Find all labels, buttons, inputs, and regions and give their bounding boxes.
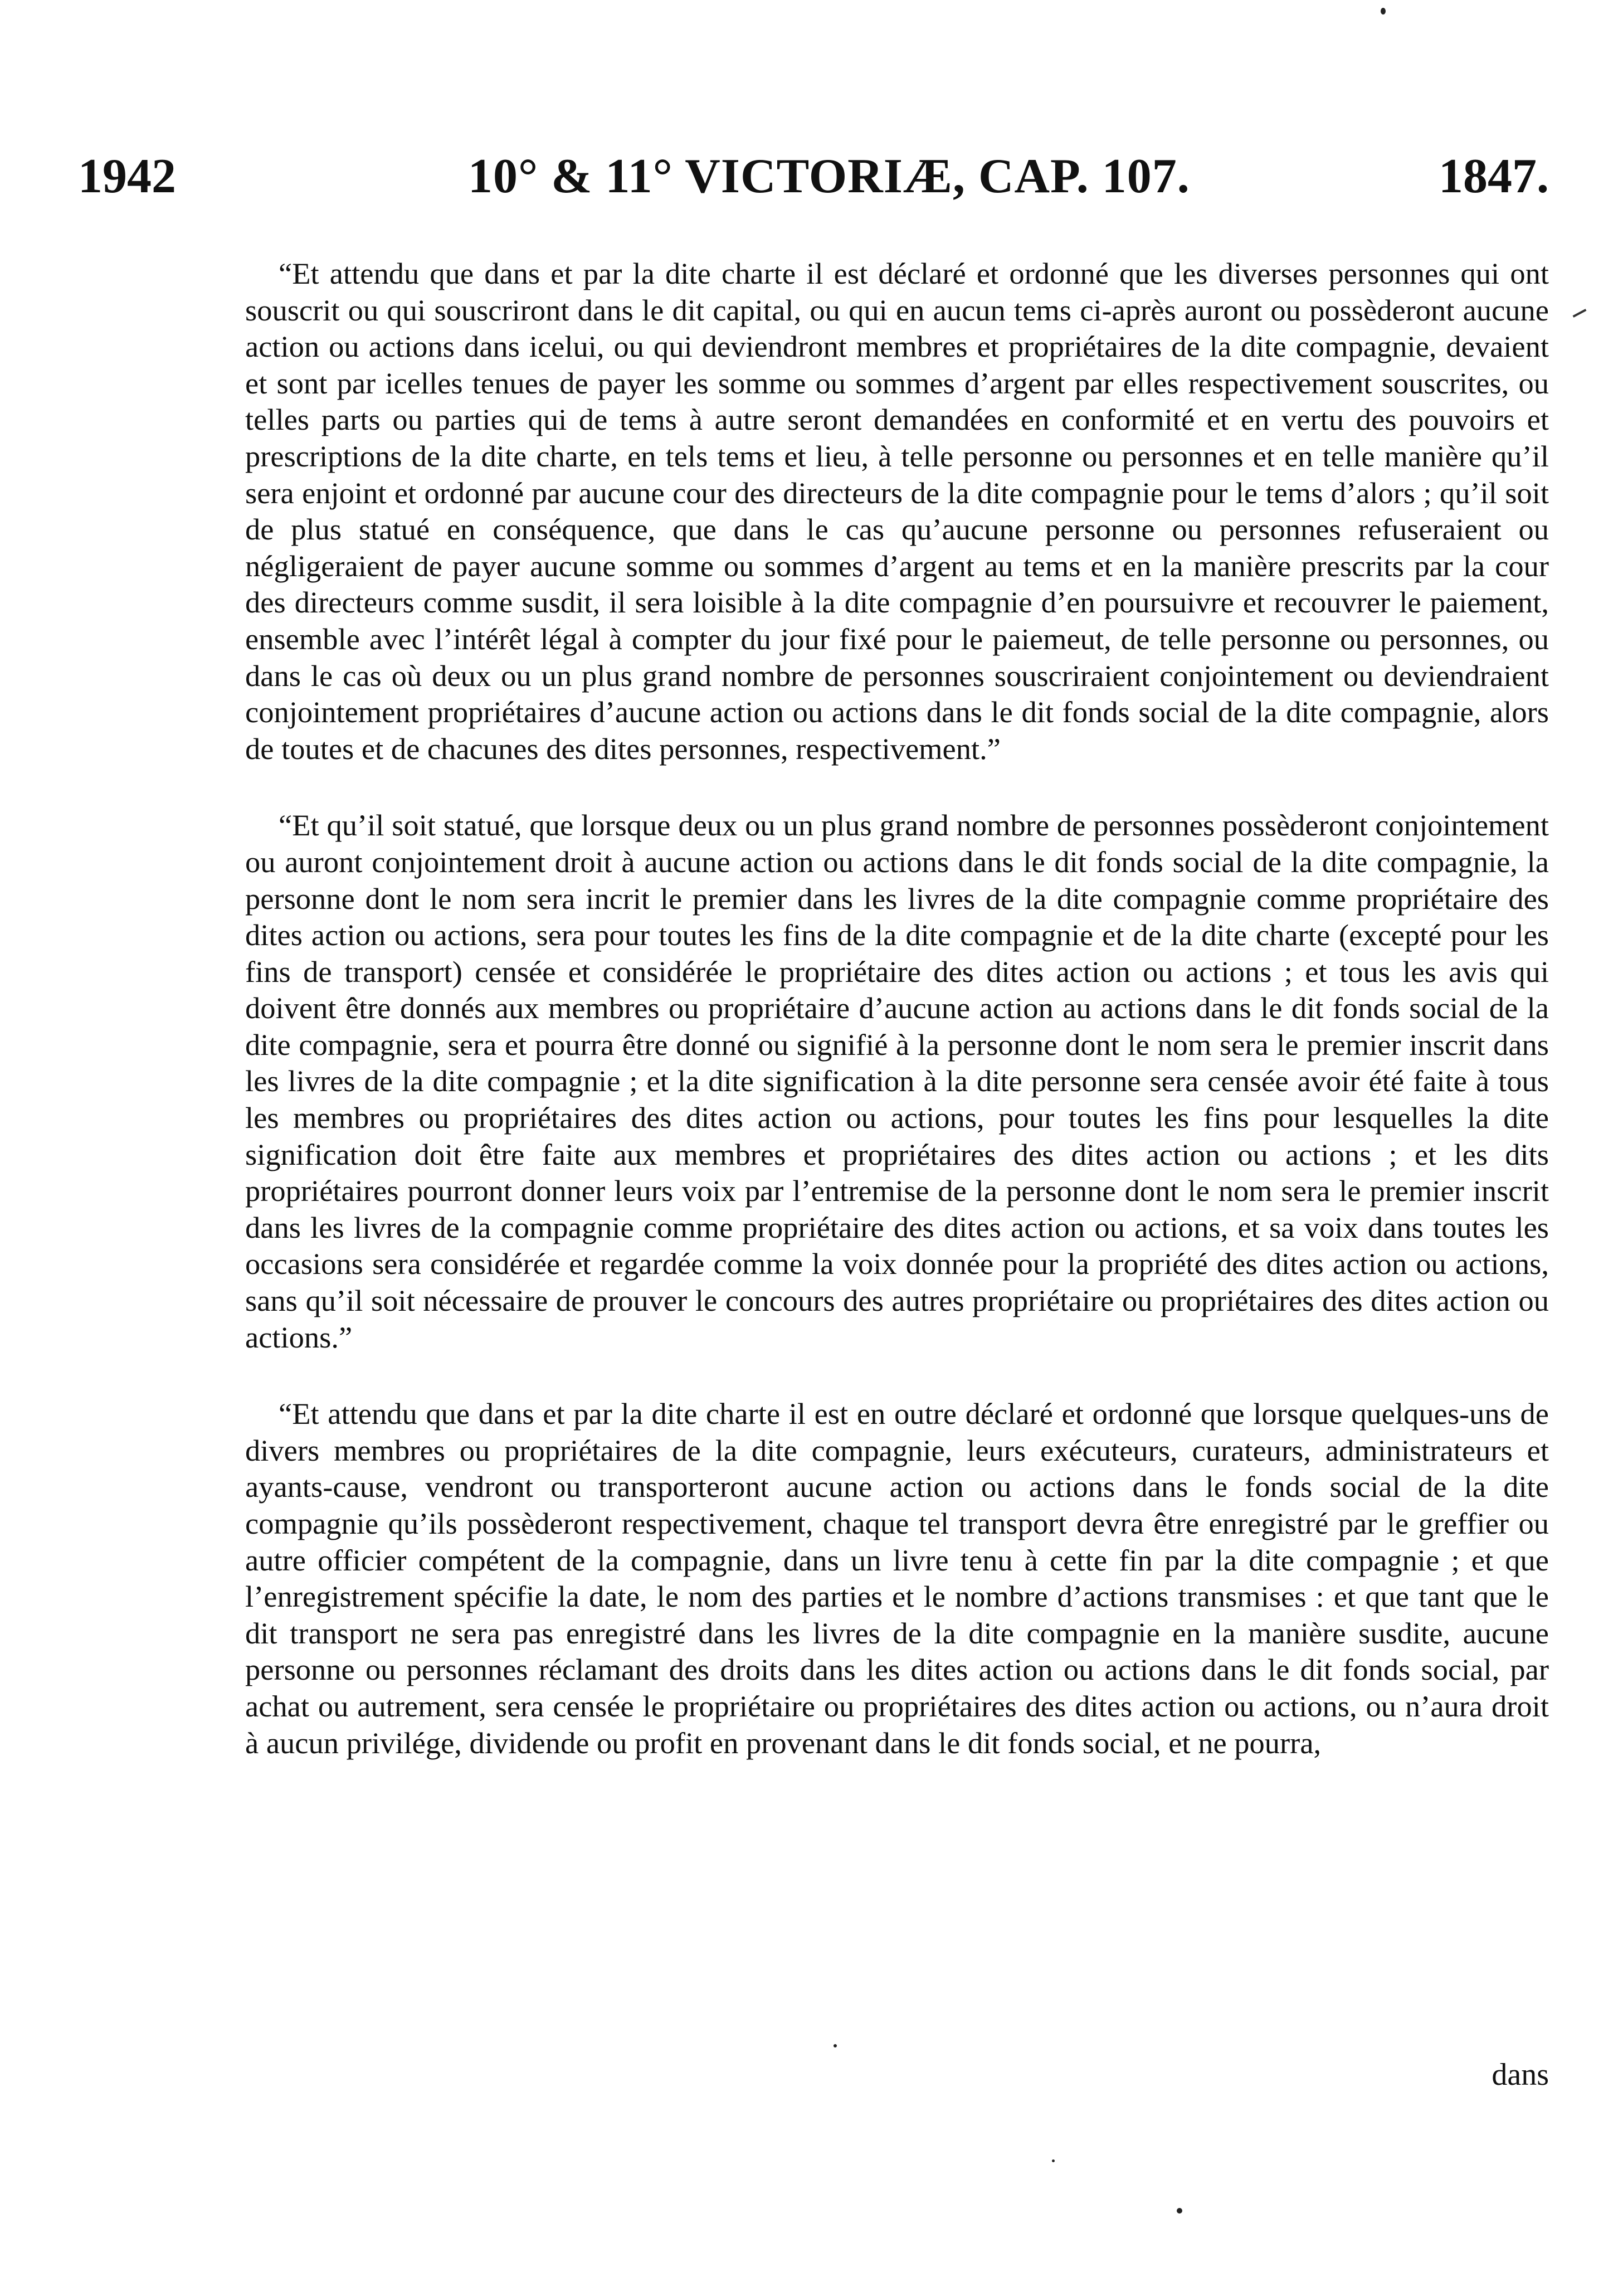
print-speck bbox=[1381, 8, 1386, 14]
header-year: 1847. bbox=[1439, 149, 1549, 203]
print-speck bbox=[1177, 2208, 1182, 2214]
margin-mark bbox=[1573, 309, 1587, 318]
page-number: 1942 bbox=[78, 149, 176, 203]
paragraph: “Et attendu que dans et par la dite charte il est déclaré et ordonné que les diverses personnes qui ont souscrit ou qui souscriront dans le dit capital, ou qui en aucun tems ci-après auront ou possèderont aucune action ou actions dans icelui, ou qui deviendront membres et propriétaires de la dite compagnie, devaient et sont par icelles tenues de payer les somme ou sommes d’argent par elles respectivement souscrites, ou telles parts ou parties qui de tems à autre seront demandées en conformité et en vertu des pouvoirs et prescriptions de la dite charte, en tels tems et lieu, à telle personne ou personnes et en telle manière qu’il sera enjoint et ordonné par aucune cour des directeurs de la dite compagnie pour le tems d’alors ; qu’il soit de plus statué en conséquence, que dans le cas qu’aucune personne ou personnes refuseraient ou négligeraient de payer aucune somme ou sommes d’argent au tems et en la manière prescrits par la cour des directeurs comme susdit, il sera loisible à la dite compagnie d’en poursuivre et recouvrer le paiement, ensemble avec l’intérêt légal à compter du jour fixé pour le paiemeut, de telle personne ou personnes, ou dans le cas où deux ou un plus grand nombre de personnes souscriraient conjointement ou deviendraient conjointement propriétaires d’aucune action ou actions dans le dit fonds social de la dite compagnie, alors de toutes et de chacunes des dites personnes, respectivement.” bbox=[245, 256, 1549, 766]
paragraph: “Et attendu que dans et par la dite charte il est en outre déclaré et ordonné que lorsque quelques-uns de divers membres ou propriétaires de la dite compagnie, leurs exécuteurs, curateurs, administrateurs et ayants-cause, vendront ou transporteront aucune action ou actions dans le fonds social de la dite compagnie qu’ils possèderont respectivement, chaque tel transport devra être enregistré par le greffier ou autre officier compétent de la compagnie, dans un livre tenu à cette fin par la dite compagnie ; et que l’enregistrement spécifie la date, le nom des parties et le nombre d’actions transmises : et que tant que le dit transport ne sera pas enregistré dans les livres de la dite compagnie en la manière susdite, aucune personne ou personnes réclamant des droits dans les dites action ou actions dans le dit fonds social, par achat ou autrement, sera censée le propriétaire ou propriétaires des dites action ou actions, ou n’aura droit à aucun privilége, dividende ou profit en provenant dans le dit fonds social, et ne pourra, bbox=[245, 1397, 1549, 1760]
running-title: 10° & 11° VICTORIÆ, CAP. 107. bbox=[468, 149, 1190, 203]
catchword: dans bbox=[1492, 2057, 1549, 2092]
page-header bbox=[78, 146, 1549, 207]
print-speck bbox=[834, 2044, 837, 2047]
body-text bbox=[245, 255, 1549, 1801]
print-speck bbox=[1052, 2159, 1055, 2162]
paragraph: “Et qu’il soit statué, que lorsque deux ou un plus grand nombre de personnes possèderont conjointement ou auront conjointement droit à aucune action ou actions dans le dit fonds social de la dite compagnie, la personne dont le nom sera incrit le premier dans les livres de la dite compagnie comme propriétaire des dites action ou actions, sera pour toutes les fins de la dite compagnie et de la dite charte (excepté pour les fins de transport) censée et considérée le propriétaire des dites action ou actions ; et tous les avis qui doivent être donnés aux membres ou propriétaire d’aucune action au actions dans le dit fonds social de la dite compagnie, sera et pourra être donné ou signifié à la personne dont le nom sera le premier inscrit dans les livres de la dite compagnie ; et la dite signification à la dite personne sera censée avoir été faite à tous les membres ou propriétaires des dites action ou actions, pour toutes les fins pour lesquelles la dite signification doit être faite aux membres et propriétaires des dites action ou actions ; et les dits propriétaires pourront donner leurs voix par l’entremise de la personne dont le nom sera le premier inscrit dans les livres de la compagnie comme propriétaire des dites action ou actions, et sa voix dans toutes les occasions sera considérée et regardée comme la voix donnée pour la propriété des dites action ou actions, sans qu’il soit nécessaire de prouver le concours des autres propriétaire ou propriétaires des dites action ou actions.” bbox=[245, 808, 1549, 1354]
